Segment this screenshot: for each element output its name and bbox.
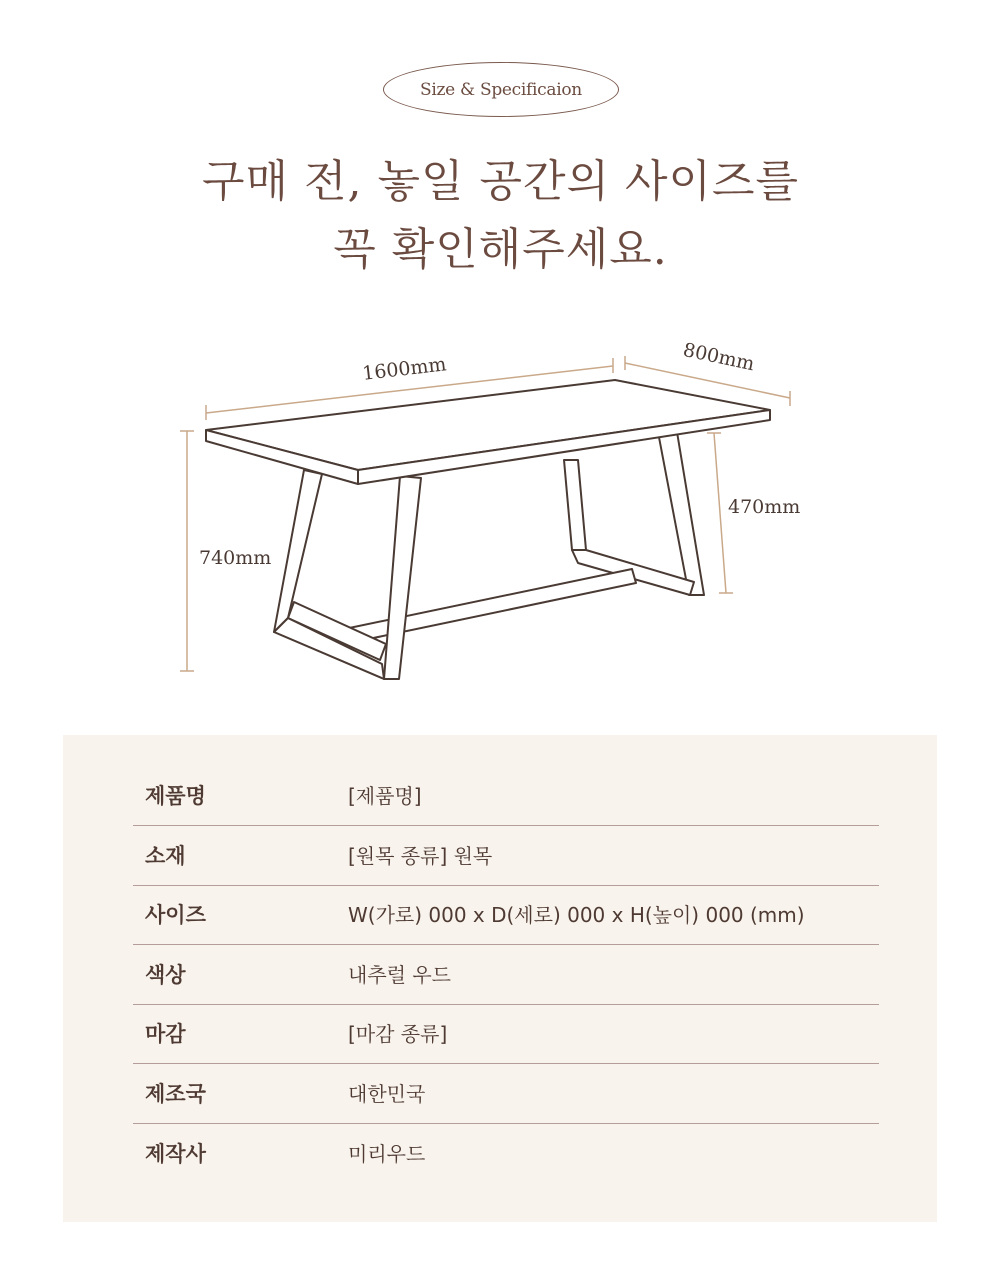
depth-label: 800mm: [681, 338, 757, 376]
spec-label: 색상: [145, 963, 186, 987]
table-dimension-diagram: [0, 330, 1001, 710]
spec-row-color: [133, 945, 879, 1005]
spec-value: [제품명]: [348, 784, 422, 808]
spec-row-product-name: [133, 766, 879, 826]
inner-height-dimension-line: [714, 433, 726, 593]
height-label: 740mm: [199, 547, 272, 569]
table-illustration: [206, 380, 770, 679]
spec-value: 대한민국: [348, 1082, 426, 1106]
spec-label: 제조국: [145, 1082, 206, 1106]
headline-line-2: 꼭 확인해주세요.: [333, 224, 668, 275]
back-right-leg: [658, 432, 704, 595]
spec-row-size: [133, 885, 879, 945]
spec-value: 미리우드: [348, 1142, 426, 1166]
spec-label: 소재: [145, 844, 186, 868]
spec-value: W(가로) 000 x D(세로) 000 x H(높이) 000 (mm): [348, 903, 805, 927]
spec-label: 마감: [145, 1022, 186, 1046]
headline-line-1: 구매 전, 놓일 공간의 사이즈를: [202, 156, 799, 207]
spec-row-country: [133, 1064, 879, 1124]
inner-height-label: 470mm: [728, 496, 801, 518]
spec-row-finish: [133, 1004, 879, 1064]
spec-label: 제작사: [145, 1142, 206, 1166]
stretcher: [330, 569, 636, 645]
spec-label: 사이즈: [145, 903, 206, 927]
spec-value: 내추럴 우드: [348, 963, 451, 987]
badge-label: Size & Specificaion: [420, 79, 582, 100]
spec-value: [원목 종류] 원목: [348, 844, 493, 868]
section-badge: [383, 62, 619, 117]
spec-label: 제품명: [145, 784, 206, 808]
width-label: 1600mm: [361, 353, 448, 385]
spec-row-manufacturer: [133, 1124, 879, 1184]
spec-row-material: [133, 826, 879, 886]
spec-value: [마감 종류]: [348, 1022, 448, 1046]
